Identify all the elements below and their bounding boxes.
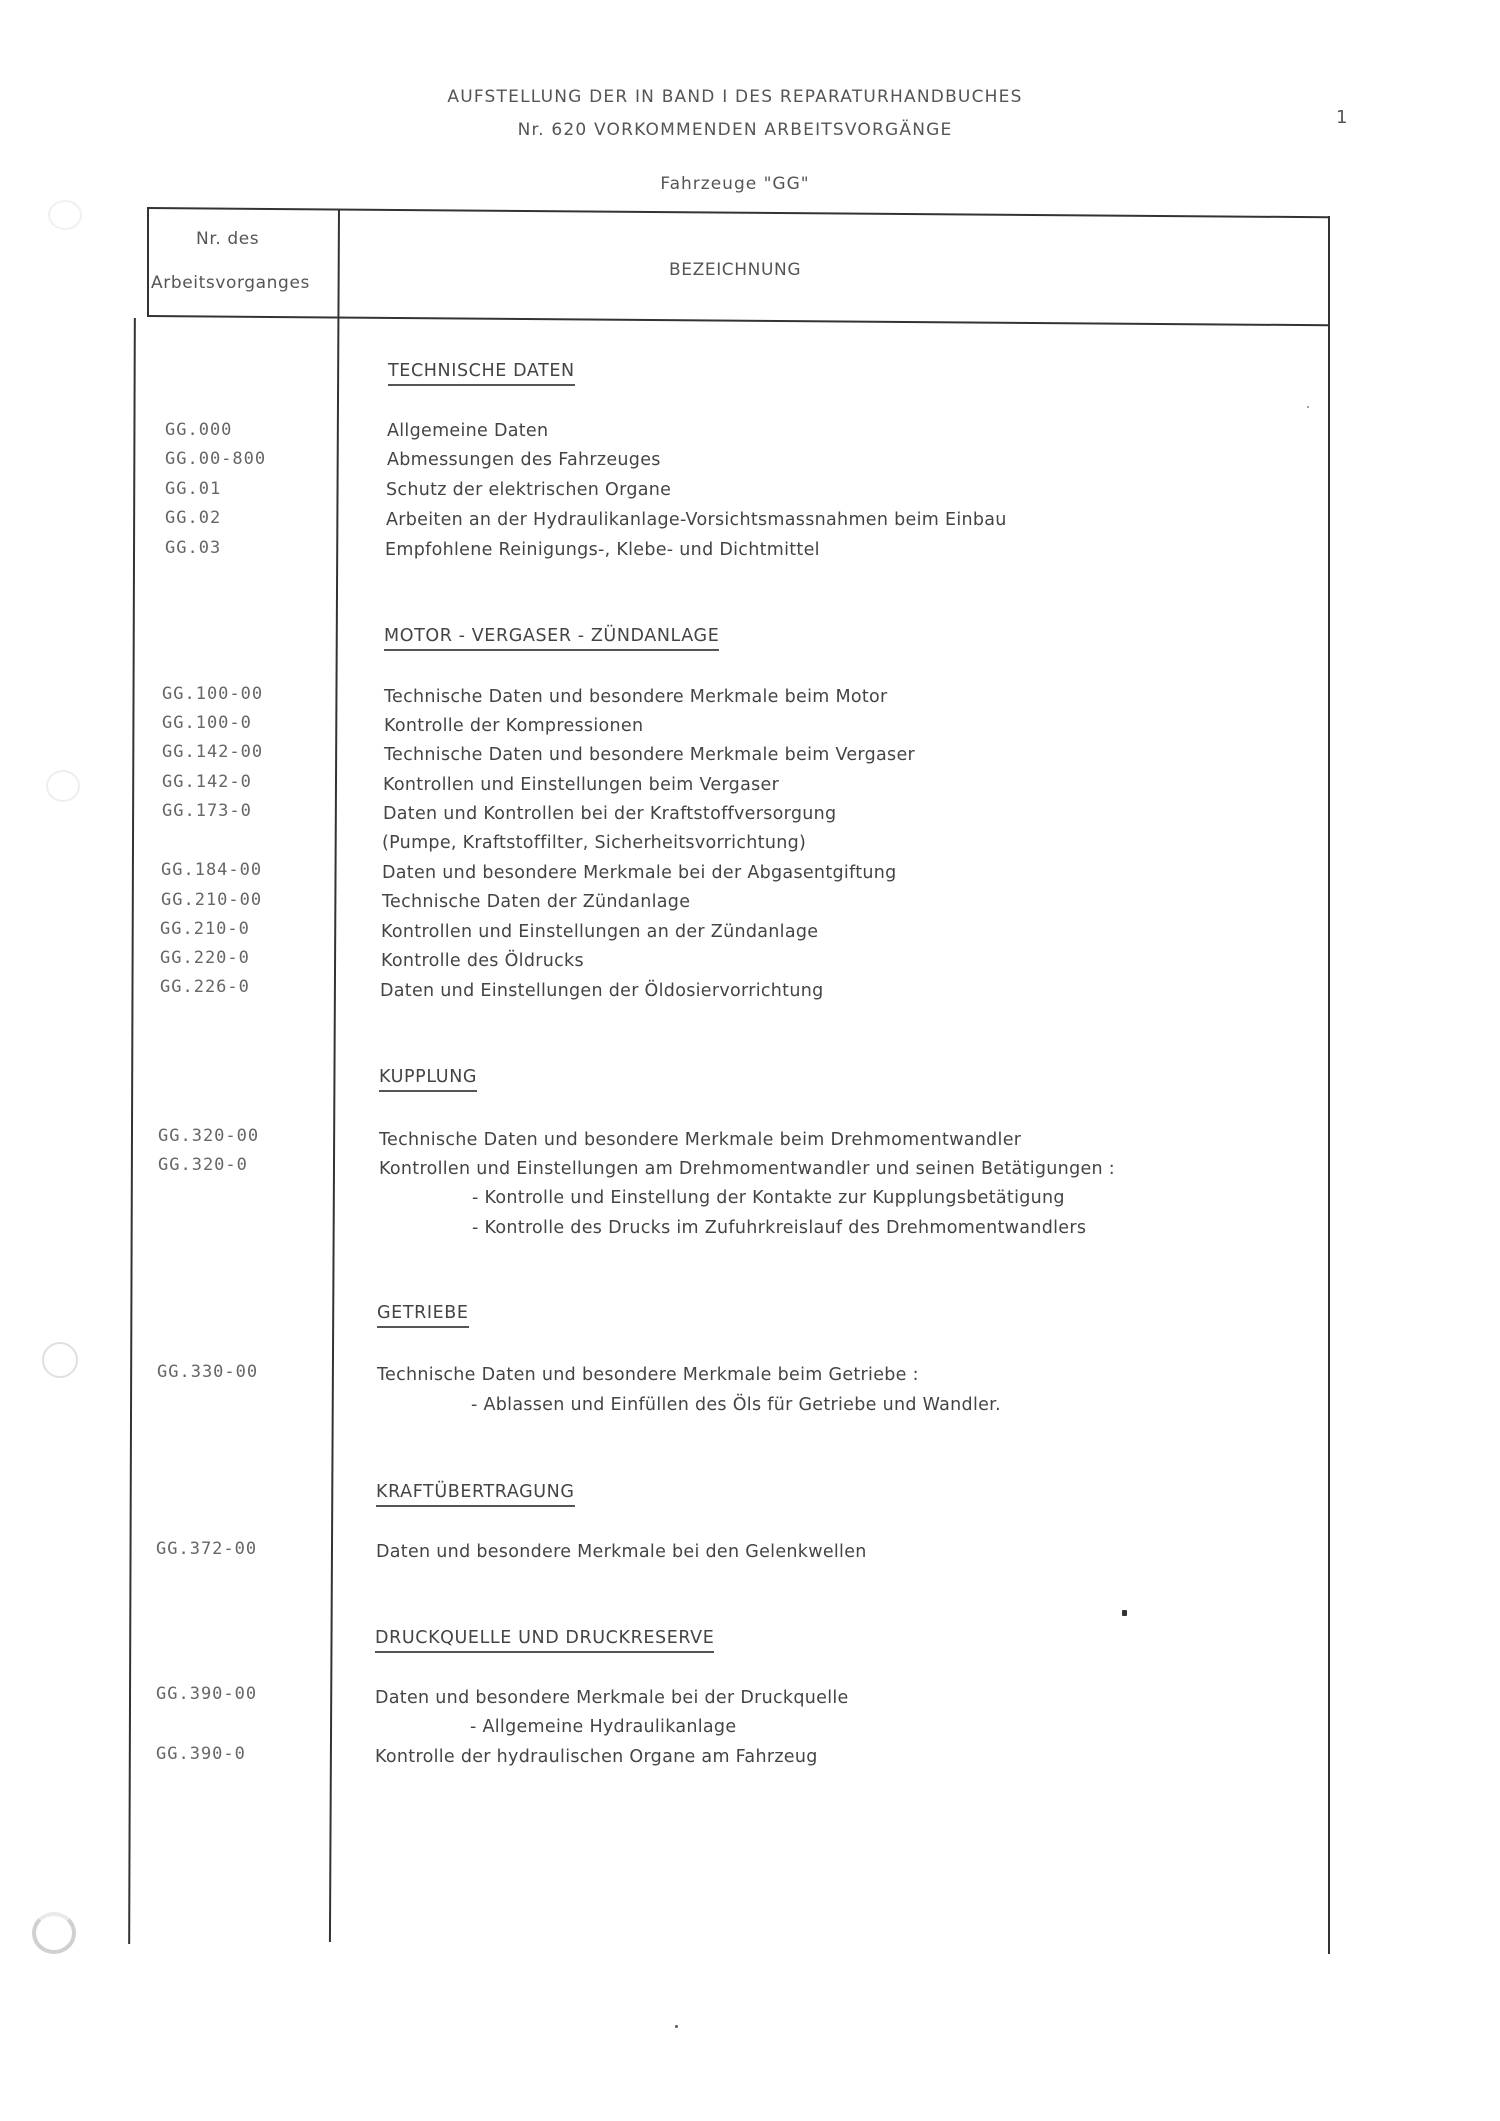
row-code: GG.220-0 — [160, 948, 250, 968]
row-text: - Ablassen und Einfüllen des Öls für Getriebe und Wandler. — [471, 1395, 1001, 1415]
column-header-number-line-1: Nr. des — [196, 229, 260, 249]
row-text: Empfohlene Reinigungs-, Klebe- und Dichtmittel — [385, 540, 820, 560]
row-code: GG.390-0 — [156, 1744, 246, 1764]
table-column-divider — [329, 209, 340, 1942]
punch-hole-icon — [48, 200, 82, 230]
row-text: - Allgemeine Hydraulikanlage — [470, 1717, 737, 1737]
row-text: Schutz der elektrischen Organe — [386, 480, 672, 500]
column-header-designation: BEZEICHNUNG — [669, 260, 802, 280]
row-code: GG.142-00 — [162, 742, 264, 762]
row-text: Arbeiten an der Hydraulikanlage-Vorsichtsmassnahmen beim Einbau — [386, 510, 1007, 530]
row-text: Technische Daten und besondere Merkmale beim Drehmomentwandler — [379, 1130, 1022, 1150]
table-header-rule — [148, 315, 1329, 326]
table-header-left-border — [147, 207, 149, 317]
row-text: Technische Daten und besondere Merkmale beim Vergaser — [384, 745, 916, 765]
document-title-line-1: AUFSTELLUNG DER IN BAND I DES REPARATURHANDBUCHES — [447, 87, 1023, 107]
row-code: GG.320-00 — [158, 1126, 260, 1146]
row-code: GG.320-0 — [158, 1155, 248, 1175]
row-text: Kontrollen und Einstellungen an der Zündanlage — [381, 922, 819, 942]
row-text: Daten und Einstellungen der Öldosiervorrichtung — [380, 981, 824, 1001]
row-text: Daten und Kontrollen bei der Kraftstoffversorgung — [383, 804, 837, 824]
scan-speck — [675, 2025, 678, 2028]
row-code: GG.02 — [165, 508, 222, 528]
table-body-left-border — [128, 318, 136, 1944]
row-text: - Kontrolle des Drucks im Zufuhrkreislauf des Drehmomentwandlers — [472, 1218, 1087, 1238]
row-text: Daten und besondere Merkmale bei der Druckquelle — [375, 1688, 849, 1708]
row-code: GG.184-00 — [161, 860, 263, 880]
row-code: GG.173-0 — [162, 801, 252, 821]
punch-hole-icon — [32, 1912, 76, 1954]
section-title: TECHNISCHE DATEN — [388, 361, 575, 386]
row-code: GG.226-0 — [160, 977, 250, 997]
row-text: (Pumpe, Kraftstoffilter, Sicherheitsvorrichtung) — [382, 833, 807, 853]
row-text: Kontrolle der hydraulischen Organe am Fahrzeug — [375, 1747, 818, 1767]
table-top-border — [148, 207, 1329, 218]
row-text: Technische Daten der Zündanlage — [382, 892, 691, 912]
row-code: GG.210-00 — [161, 890, 263, 910]
section-title: KRAFTÜBERTRAGUNG — [376, 1482, 575, 1507]
punch-hole-icon — [42, 1342, 78, 1378]
row-code: GG.210-0 — [160, 919, 250, 939]
row-code: GG.01 — [165, 479, 222, 499]
row-text: Abmessungen des Fahrzeuges — [387, 450, 661, 470]
row-text: Technische Daten und besondere Merkmale beim Getriebe : — [377, 1365, 919, 1385]
row-code: GG.330-00 — [157, 1362, 259, 1382]
section-title: KUPPLUNG — [379, 1067, 477, 1092]
row-text: Kontrollen und Einstellungen am Drehmomentwandler und seinen Betätigungen : — [379, 1159, 1116, 1179]
document-subtitle: Fahrzeuge "GG" — [660, 174, 810, 194]
section-title: MOTOR - VERGASER - ZÜNDANLAGE — [384, 626, 719, 651]
row-code: GG.100-00 — [162, 684, 264, 704]
page-number: 1 — [1336, 107, 1348, 128]
row-code: GG.142-0 — [162, 772, 252, 792]
row-text: Technische Daten und besondere Merkmale beim Motor — [384, 687, 888, 707]
row-code: GG.100-0 — [162, 713, 252, 733]
punch-hole-icon — [46, 770, 80, 802]
row-code: GG.00-800 — [165, 449, 267, 469]
section-title: GETRIEBE — [377, 1303, 469, 1328]
column-header-number-line-2: Arbeitsvorganges — [151, 273, 310, 293]
scan-speck — [1307, 406, 1309, 408]
document-title-line-2: Nr. 620 VORKOMMENDEN ARBEITSVORGÄNGE — [517, 120, 953, 140]
row-text: Daten und besondere Merkmale bei der Abgasentgiftung — [382, 863, 897, 883]
table-right-border — [1328, 216, 1330, 1954]
row-text: - Kontrolle und Einstellung der Kontakte zur Kupplungsbetätigung — [472, 1188, 1065, 1208]
row-code: GG.372-00 — [156, 1539, 258, 1559]
row-code: GG.390-00 — [156, 1684, 258, 1704]
row-text: Allgemeine Daten — [387, 421, 549, 441]
section-title: DRUCKQUELLE UND DRUCKRESERVE — [375, 1628, 714, 1653]
scan-speck — [1122, 1610, 1127, 1616]
row-text: Daten und besondere Merkmale bei den Gelenkwellen — [376, 1542, 867, 1562]
row-code: GG.000 — [165, 420, 233, 440]
row-text: Kontrollen und Einstellungen beim Vergaser — [383, 775, 780, 795]
row-text: Kontrolle des Öldrucks — [381, 951, 584, 971]
row-text: Kontrolle der Kompressionen — [384, 716, 644, 736]
row-code: GG.03 — [165, 538, 222, 558]
